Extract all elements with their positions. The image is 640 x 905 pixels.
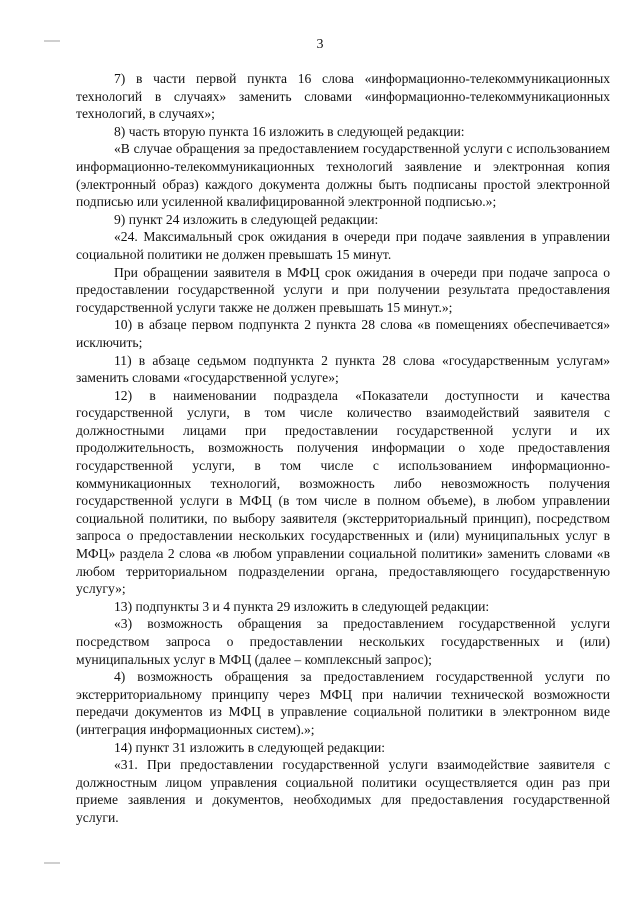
paragraph-item-10: 10) в абзаце первом подпункта 2 пункта 28 слова «в помещениях обеспечивается» исключить; bbox=[76, 317, 610, 350]
paragraph-quote-subitem-4: 4) возможность обращения за предоставлением государственной услуги по экстерриториальному принципу через МФЦ при наличии технической возможности передачи документов из МФЦ в управление социальной политики в электронном виде (интеграция информационных систем).»; bbox=[76, 669, 610, 737]
paragraph-item-11: 11) в абзаце седьмом подпункта 2 пункта 28 слова «государственным услугам» заменить словами «государственной услуге»; bbox=[76, 352, 610, 386]
paragraph-quote-item-16: «В случае обращения за предоставлением государственной услуги с использованием информационно-телекоммуникационных технологий заявление и электронная копия (электронный образ) каждого документа должны быть подписаны простой электронной подписью или усиленной квалифицированной электронной подписью.»; bbox=[76, 141, 610, 210]
paragraph-item-8: 8) часть вторую пункта 16 изложить в следующей редакции: bbox=[114, 123, 465, 139]
paragraph-item-13: 13) подпункты 3 и 4 пункта 29 изложить в следующей редакции: bbox=[114, 598, 490, 614]
paragraph-mfc-waiting: При обращении заявителя в МФЦ срок ожидания в очереди при подаче запроса о предоставлении государственной услуги и при получении результата предоставления государственной услуги также не должен превышать 15 минут.»; bbox=[76, 264, 610, 315]
paragraph-item-14: 14) пункт 31 изложить в следующей редакции: bbox=[114, 739, 386, 755]
document-body bbox=[76, 70, 610, 827]
page-number: 3 bbox=[316, 37, 324, 52]
scan-mark bbox=[44, 862, 60, 864]
paragraph-quote-item-31: «31. При предоставлении государственной услуги взаимодействие заявителя с должностным лицом управления социальной политики осуществляется один раз при приеме заявления и документов, необходимых для предоставления государственной услуги. bbox=[76, 757, 610, 825]
scan-mark bbox=[44, 40, 60, 42]
paragraph-item-7: 7) в части первой пункта 16 слова «информационно-телекоммуникационных технологий в случаях» заменить словами «информационно-телекоммуникационных технологий, в случаях»; bbox=[76, 71, 610, 122]
paragraph-item-9: 9) пункт 24 изложить в следующей редакции: bbox=[114, 211, 379, 227]
paragraph-quote-subitem-3: «3) возможность обращения за предоставлением государственной услуги посредством запроса о предоставлении нескольких государственных и (или) муниципальных услуг в МФЦ (далее – комплексный запрос); bbox=[76, 616, 610, 667]
paragraph-item-12: 12) в наименовании подраздела «Показатели доступности и качества государственной услуги, в том числе количество взаимодействий заявителя с должностными лицами при предоставлении государственной услуги и их продолжительность, возможность получения информации о ходе предоставления государственной услуги, в том числе с использованием информационно-коммуникационных технологий, возможность либо невозможность получения государственной услуги в МФЦ (в том числе в полном объеме), в любом управлении социальной политики, по выбору заявителя (экстерриториальный принцип), посредством запроса о предоставлении нескольких государственных и (или) муниципальных услуг в МФЦ» раздела 2 слова «в любом управлении социальной политики» заменить словами «в любом территориальном подразделении органа, предоставляющего государственную услугу»; bbox=[76, 387, 610, 597]
paragraph-quote-item-24: «24. Максимальный срок ожидания в очереди при подаче заявления в управлении социальной политики не должен превышать 15 минут. bbox=[76, 229, 610, 262]
